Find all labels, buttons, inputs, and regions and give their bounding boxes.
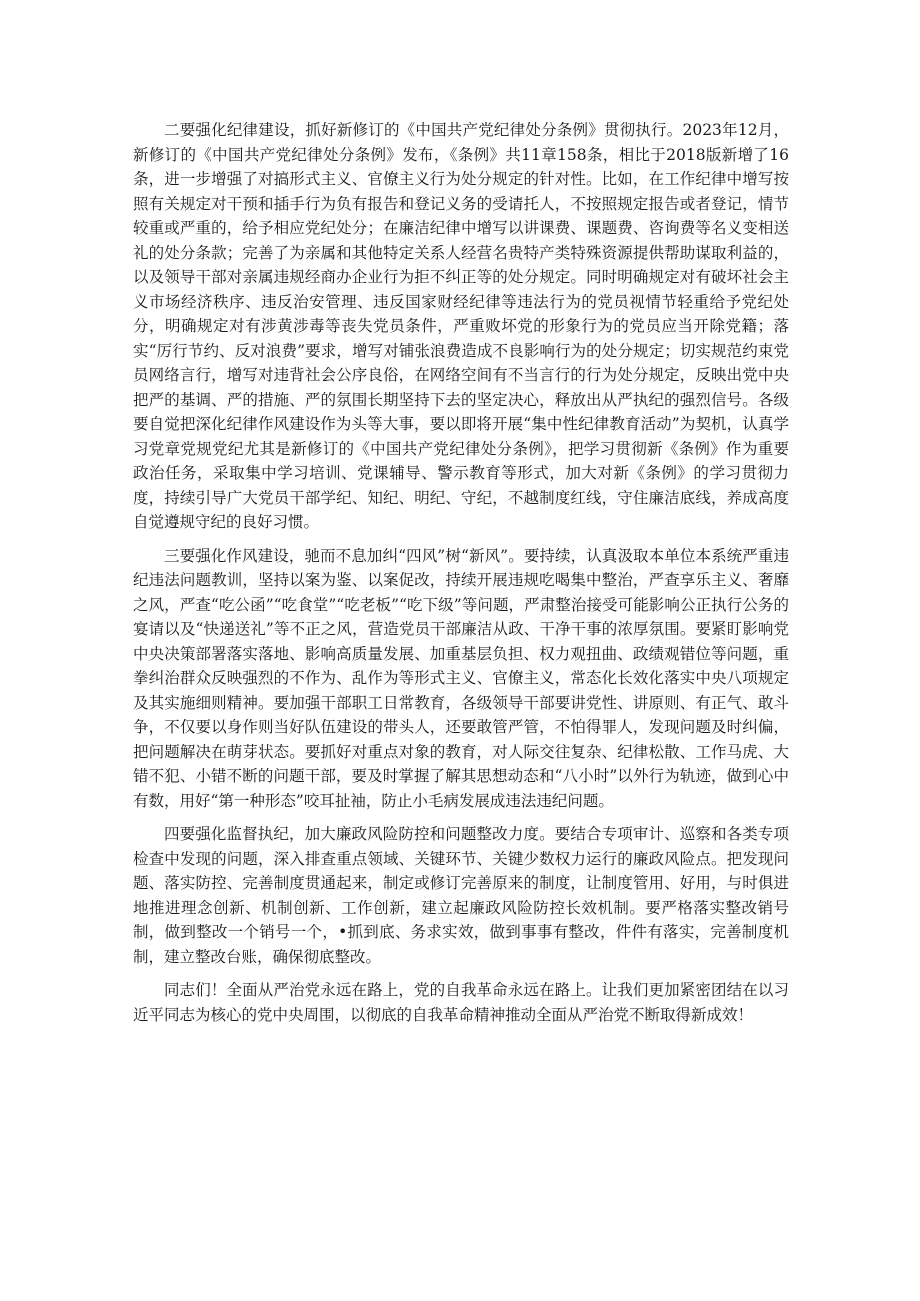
document-body [133,118,789,1036]
paragraph-closing: 同志们！全面从严治党永远在路上，党的自我革命永远在路上。让我们更加紧密团结在以习近平同志为核心的党中央周围，以彻底的自我革命精神推动全面从严治党不断取得新成效！ [133,981,789,1024]
paragraph-work-style: 三要强化作风建设，驰而不息加纠“四风”树“新风”。要持续，认真汲取本单位本系统严重违纪违法问题教训，坚持以案为鉴、以案促改，持续开展违规吃喝集中整治，严查享乐主义、奢靡之风，严查“吃公函”“吃食堂”“吃老板”“吃下级”等问题，严肃整治接受可能影响公正执行公务的宴请以及“快递送礼”等不正之风，营造党员干部廉洁从政、干净干事的浓厚氛围。要紧盯影响党中央决策部署落实落地、影响高质量发展、加重基层负担、权力观扭曲、政绩观错位等问题，重拳纠治群众反映强烈的不作为、乱作为等形式主义、官僚主义，常态化长效化落实中央八项规定及其实施细则精神。要加强干部职工日常教育，各级领导干部要讲党性、讲原则、有正气、敢斗争，不仅要以身作则当好队伍建设的带头人，还要敢管严管，不怕得罪人，发现问题及时纠偏，把问题解决在萌芽状态。要抓好对重点对象的教育，对人际交往复杂、纪律松散、工作马虎、大错不犯、小错不断的问题干部，要及时掌握了解其思想动态和“八小时”以外行为轨迹，做到心中有数，用好“第一种形态”咬耳扯袖，防止小毛病发展成违法违纪问题。 [133,546,789,810]
paragraph-supervision: 四要强化监督执纪，加大廉政风险防控和问题整改力度。要结合专项审计、巡察和各类专项检查中发现的问题，深入排查重点领域、关键环节、关键少数权力运行的廉政风险点。把发现问题、落实防控、完善制度贯通起来，制定或修订完善原来的制度，让制度管用、好用，与时俱进地推进理念创新、机制创新、工作创新，建立起廉政风险防控长效机制。要严格落实整改销号制，做到整改一个销号一个，•抓到底、务求实效，做到事事有整改，件件有落实，完善制度机制，建立整改台账，确保彻底整改。 [133,825,789,966]
paragraph-discipline: 二要强化纪律建设，抓好新修订的《中国共产党纪律处分条例》贯彻执行。2023年12月，新修订的《中国共产党纪律处分条例》发布，《条例》共11章158条，相比于2018版新增了16条，进一步增强了对搞形式主义、官僚主义行为处分规定的针对性。比如，在工作纪律中增写按照有关规定对干预和插手行为负有报告和登记义务的受请托人，不按照规定报告或者登记，情节较重或严重的，给予相应党纪处分；在廉洁纪律中增写以讲课费、课题费、咨询费等名义变相送礼的处分条款；完善了为亲属和其他特定关系人经营名贵特产类特殊资源提供帮助谋取利益的，以及领导干部对亲属违规经商办企业行为拒不纠正等的处分规定。同时明确规定对有破坏社会主义市场经济秩序、违反治安管理、违反国家财经纪律等违法行为的党员视情节轻重给予党纪处分，明确规定对有涉黄涉毒等丧失党员条件，严重败坏党的形象行为的党员应当开除党籍；落实“厉行节约、反对浪费”要求，增写对铺张浪费造成不良影响行为的处分规定；切实规范约束党员网络言行，增写对违背社会公序良俗，在网络空间有不当言行的行为处分规定，反映出党中央把严的基调、严的措施、严的氛围长期坚持下去的坚定决心，释放出从严执纪的强烈信号。各级要自觉把深化纪律作风建设作为头等大事，要以即将开展“集中性纪律教育活动”为契机，认真学习党章党规党纪尤其是新修订的《中国共产党纪律处分条例》，把学习贯彻新《条例》作为重要政治任务，采取集中学习培训、党课辅导、警示教育等形式，加大对新《条例》的学习贯彻力度，持续引导广大党员干部学纪、知纪、明纪、守纪，不越制度红线，守住廉洁底线，养成高度自觉遵规守纪的良好习惯。 [133,121,789,531]
